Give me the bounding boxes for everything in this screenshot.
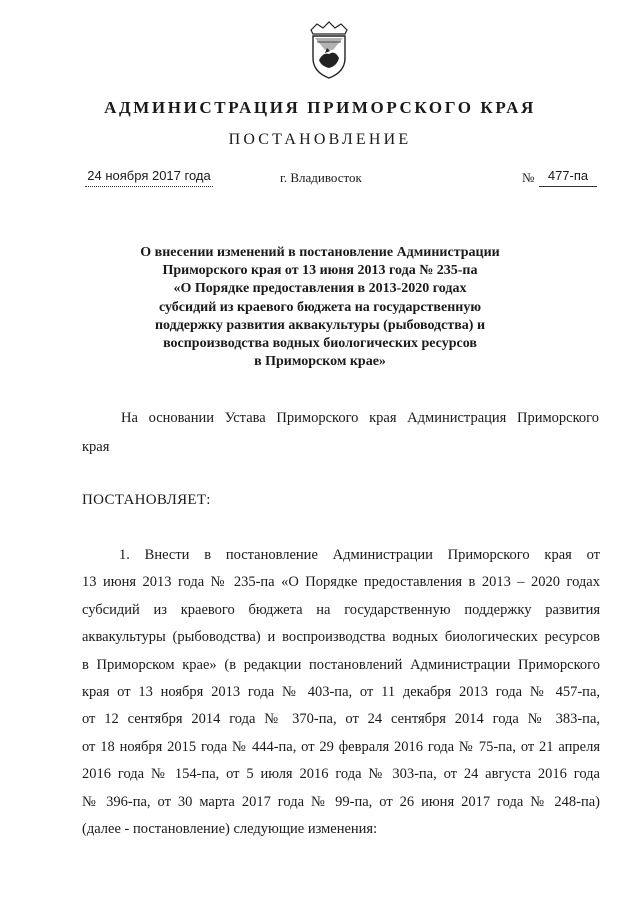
document-city: г. Владивосток xyxy=(280,170,362,185)
document-number-prefix: № xyxy=(522,170,535,185)
item-1-line: 2016 года № 154-па, от 5 июля 2016 года № 303-па, от 24 августа 2016 года xyxy=(82,766,600,783)
item-1-line: 1. Внести в постановление Администрации Приморского края от xyxy=(119,547,600,563)
document-type: ПОСТАНОВЛЕНИЕ xyxy=(228,131,412,148)
basis-paragraph-line: На основании Устава Приморского края Администрация Приморского xyxy=(121,410,599,426)
item-1-line: (далее - постановление) следующие изменения: xyxy=(82,821,378,838)
item-1-line: от 12 сентября 2014 года № 370-па, от 24 сентября 2014 года № 383-па, xyxy=(82,711,600,728)
item-1-line: 13 июня 2013 года № 235-па «О Порядке предоставления в 2013 – 2020 годах xyxy=(82,574,600,591)
basis-paragraph-line: края xyxy=(82,439,110,455)
item-1-line: в Приморском крае» (в редакции постановлений Администрации Приморского xyxy=(82,656,600,673)
decree-heading: ПОСТАНОВЛЯЕТ: xyxy=(82,492,211,508)
coat-of-arms-icon xyxy=(303,20,355,82)
document-subject xyxy=(120,244,520,371)
subject-line: в Приморском крае» xyxy=(254,354,386,370)
document-date: 24 ноября 2017 года xyxy=(85,168,213,187)
subject-line: субсидий из краевого бюджета на государственную xyxy=(158,299,482,315)
subject-line: воспроизводства водных биологических ресурсов xyxy=(163,336,477,352)
subject-line: Приморского края от 13 июня 2013 года № 235-па xyxy=(162,263,478,279)
item-1-paragraph xyxy=(82,542,600,843)
subject-line: О внесении изменений в постановление Администрации xyxy=(140,245,500,260)
item-1-line: аквакультуры (рыбоводства) и воспроизводства водных биологических ресурсов xyxy=(82,629,600,646)
document-number: 477-па xyxy=(539,168,597,187)
item-1-line: края от 13 ноября 2013 года № 403-па, от 11 декабря 2013 года № 457-па, xyxy=(82,684,600,701)
organization-title: АДМИНИСТРАЦИЯ ПРИМОРСКОГО КРАЯ xyxy=(104,98,536,117)
item-1-line: субсидий из краевого бюджета на государственную поддержку развития xyxy=(82,601,600,618)
subject-line: «О Порядке предоставления в 2013-2020 годах xyxy=(173,281,467,297)
subject-line: поддержку развития аквакультуры (рыбоводства) и xyxy=(154,317,486,333)
item-1-line: № 396-па, от 30 марта 2017 года № 99-па, от 26 июня 2017 года № 248-па) xyxy=(82,793,600,810)
item-1-line: от 18 ноября 2015 года № 444-па, от 29 февраля 2016 года № 75-па, от 21 апреля xyxy=(82,738,600,755)
